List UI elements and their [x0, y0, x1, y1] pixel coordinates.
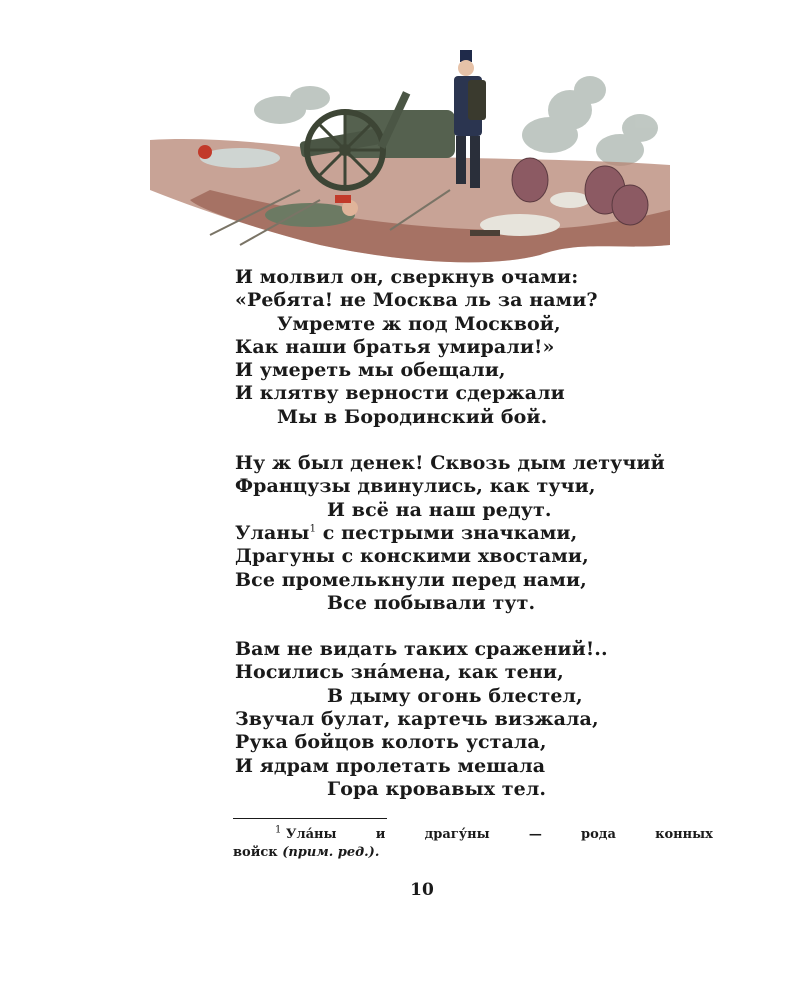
- poem-line: Ну ж был денек! Сквозь дым летучий: [235, 452, 665, 475]
- footnote-first-word: $^1$ Ула́ны: [275, 824, 337, 842]
- poem-line: Носились знáмена, как тени,: [235, 661, 564, 684]
- stanza-2: [235, 452, 735, 615]
- footnote-divider: [233, 818, 387, 819]
- footnote: [233, 826, 713, 862]
- footnote-word: конных: [655, 827, 713, 842]
- poem-text: [235, 266, 735, 824]
- page-number: 10: [410, 880, 434, 900]
- poem-line: Как наши братья умирали!»: [235, 335, 555, 358]
- footnote-word: рода: [581, 827, 616, 842]
- stanza-3: [235, 638, 735, 801]
- poem-line: Умремте ж под Москвой,: [277, 312, 561, 335]
- poem-line: И клятву верности сдержали: [235, 382, 565, 405]
- poem-line: Драгуны с конскими хвостами,: [235, 545, 589, 568]
- footnote-word: —: [528, 827, 542, 842]
- poem-line: В дыму огонь блестел,: [327, 684, 583, 707]
- poem-line: Вам не видать таких сражений!..: [235, 638, 608, 661]
- battle-illustration: [150, 40, 670, 270]
- stanza-1: [235, 266, 735, 429]
- poem-line: «Ребята! не Москва ль за нами?: [235, 289, 598, 312]
- poem-line: Французы двинулись, как тучи,: [235, 475, 596, 498]
- poem-line: И молвил он, сверкнув очами:: [235, 266, 579, 288]
- poem-word: Уланы: [235, 521, 310, 544]
- poem-line: Мы в Бородинский бой.: [277, 405, 548, 428]
- footnote-text: войск: [233, 845, 278, 860]
- poem-line: Звучал булат, картечь визжала,: [235, 708, 599, 731]
- editor-note: (прим. ред.).: [282, 845, 380, 860]
- footnote-word: драгу́ны: [424, 827, 490, 842]
- poem-line: И ядрам пролетать мешала: [235, 754, 546, 777]
- poem-line: И всё на наш редут.: [327, 498, 552, 521]
- poem-line: Все промелькнули перед нами,: [235, 568, 587, 591]
- footnote-reference: 1: [309, 523, 317, 535]
- poem-line: [235, 522, 735, 545]
- poem-line: И умереть мы обещали,: [235, 359, 506, 382]
- footnote-line-2: [233, 844, 713, 862]
- poem-line-rest: с пестрыми значками,: [316, 521, 578, 544]
- footnote-mark: 1: [275, 824, 282, 836]
- poem-line: Все побывали тут.: [327, 591, 536, 614]
- poem-line: Рука бойцов колоть устала,: [235, 731, 547, 754]
- footnote-word: и: [375, 827, 386, 842]
- footnote-line-1: [233, 826, 713, 844]
- poem-line: Гора кровавых тел.: [327, 777, 547, 800]
